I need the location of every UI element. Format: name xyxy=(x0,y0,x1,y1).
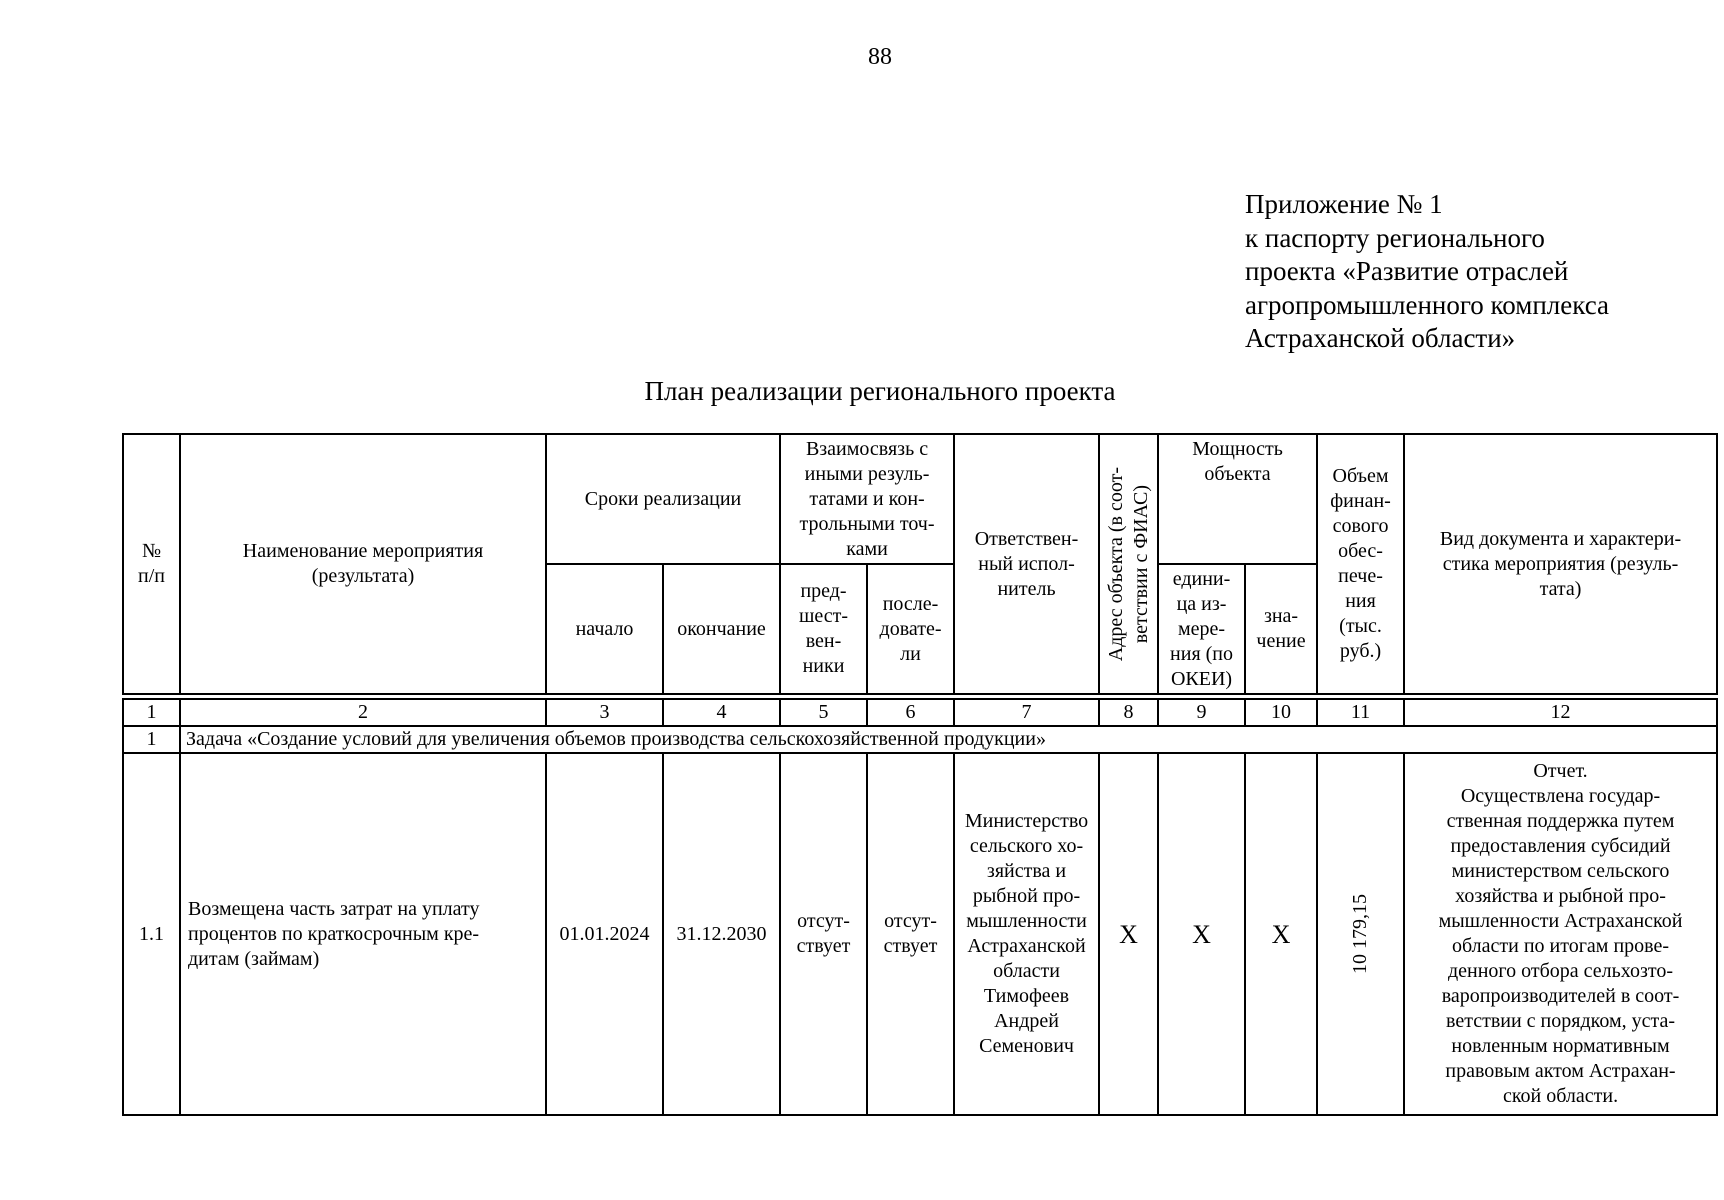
header-line: руб.) xyxy=(1339,640,1382,662)
row-successors xyxy=(867,753,954,1115)
header-line: стика мероприятия (резуль- xyxy=(1442,552,1679,575)
row-finance xyxy=(1317,753,1404,1115)
header-start: начало xyxy=(546,564,663,694)
header-name xyxy=(180,434,546,694)
header-unit xyxy=(1158,564,1245,694)
row-line: мышленности xyxy=(966,910,1087,932)
column-number: 1 xyxy=(123,699,180,726)
row-line: ветствии с порядком, уста- xyxy=(1446,1010,1675,1032)
header-line: трольными точ- xyxy=(799,512,935,535)
header-line: ники xyxy=(802,655,845,677)
header-line: Мощность xyxy=(1192,438,1283,460)
header-line: пред- xyxy=(800,580,847,602)
header-line: финан- xyxy=(1330,490,1391,512)
column-number-row xyxy=(123,699,1717,726)
row-line: дитам (займам) xyxy=(188,947,320,970)
header-line: Объем xyxy=(1332,465,1389,487)
row-end: 31.12.2030 xyxy=(663,753,780,1115)
row-line: Возмещена часть затрат на уплату xyxy=(188,897,480,920)
column-number: 6 xyxy=(867,699,954,726)
header-successors xyxy=(867,564,954,694)
column-number: 9 xyxy=(1158,699,1245,726)
header-capacity xyxy=(1158,434,1317,564)
row-line: министерством сельского xyxy=(1451,860,1670,882)
row-line: Астраханской xyxy=(967,935,1086,957)
header-line: Вид документа и характери- xyxy=(1439,527,1682,550)
row-value: X xyxy=(1245,753,1317,1115)
header-line: Взаимосвязь с xyxy=(805,437,929,460)
row-predecessors xyxy=(780,753,867,1115)
header-executor xyxy=(954,434,1099,694)
header-address xyxy=(1099,434,1158,694)
header-line: (тыс. xyxy=(1339,615,1382,637)
row-line: Осуществлена государ- xyxy=(1460,785,1661,807)
header-line: ветствии с ФИАС) xyxy=(1129,484,1152,644)
header-line: (результата) xyxy=(311,565,415,587)
appendix-line: агропромышленного комплекса xyxy=(1245,289,1609,320)
row-line: ствует xyxy=(883,935,938,957)
row-line: области по итогам прове- xyxy=(1451,935,1670,957)
column-number: 8 xyxy=(1099,699,1158,726)
appendix-line: к паспорту регионального xyxy=(1245,222,1545,253)
row-line: рыбной про- xyxy=(972,885,1081,907)
header-line: зна- xyxy=(1263,605,1299,627)
row-line: Отчет. xyxy=(1533,760,1588,782)
header-line: едини- xyxy=(1172,567,1231,590)
header-line: ОКЕИ) xyxy=(1170,667,1233,690)
row-line: предоставления субсидий xyxy=(1450,835,1671,857)
row-line: денного отбора сельхозто- xyxy=(1447,960,1674,982)
appendix-line: Астраханской области» xyxy=(1245,323,1516,353)
header-line: после- xyxy=(882,592,939,615)
table-row xyxy=(123,753,1717,1115)
row-line: области xyxy=(993,960,1060,982)
row-finance-text: 10 179,15 xyxy=(1349,894,1372,974)
header-line: объекта xyxy=(1204,463,1271,485)
header-terms: Сроки реализации xyxy=(546,434,780,564)
task-num: 1 xyxy=(123,726,180,753)
row-line: сельского хо- xyxy=(969,835,1084,857)
column-number: 5 xyxy=(780,699,867,726)
column-number: 11 xyxy=(1317,699,1404,726)
header-line: мере- xyxy=(1177,617,1226,640)
header-line: чение xyxy=(1256,630,1306,652)
row-line: варопроизводителей в соот- xyxy=(1441,985,1680,1007)
header-line: ния xyxy=(1345,590,1376,612)
row-line: зяйства и xyxy=(986,860,1067,882)
row-line: ствует xyxy=(796,935,851,957)
column-number: 2 xyxy=(180,699,546,726)
header-line: обес- xyxy=(1338,540,1383,562)
row-line: хозяйства и рыбной про- xyxy=(1455,885,1666,907)
row-line: отсут- xyxy=(884,910,937,932)
header-line: тата) xyxy=(1539,577,1582,600)
header-value xyxy=(1245,564,1317,694)
appendix-note xyxy=(1245,188,1609,356)
header-line: нитель xyxy=(997,577,1056,600)
header-finance xyxy=(1317,434,1404,694)
header-line: пече- xyxy=(1338,565,1383,587)
header-line: № xyxy=(141,540,162,562)
header-predecessors xyxy=(780,564,867,694)
page-number: 88 xyxy=(868,44,892,70)
header-end: окончание xyxy=(663,564,780,694)
row-line: ственная поддержка путем xyxy=(1446,810,1675,832)
header-num xyxy=(123,434,180,694)
task-row xyxy=(123,726,1717,753)
appendix-line: проекта «Развитие отраслей xyxy=(1245,256,1569,286)
row-line: отсут- xyxy=(797,910,850,932)
document-title: План реализации регионального проекта xyxy=(644,376,1116,406)
header-doc-type xyxy=(1404,434,1717,694)
row-doc-type xyxy=(1404,753,1717,1115)
header-line: сового xyxy=(1332,515,1389,537)
row-line: правовым актом Астрахан- xyxy=(1445,1060,1676,1082)
header-line: ный испол- xyxy=(978,552,1075,575)
column-number: 10 xyxy=(1245,699,1317,726)
appendix-line: Приложение № 1 xyxy=(1245,189,1443,219)
header-address-wrap xyxy=(1103,467,1154,661)
header-line: Наименование мероприятия xyxy=(242,540,484,562)
header-line: Ответствен- xyxy=(974,527,1079,550)
header-address-text xyxy=(1104,467,1154,661)
column-number: 12 xyxy=(1404,699,1717,726)
row-line: новленным нормативным xyxy=(1451,1035,1670,1057)
column-number: 4 xyxy=(663,699,780,726)
row-line: Семенович xyxy=(979,1035,1074,1057)
row-line: Тимофеев xyxy=(983,985,1070,1007)
header-line: ца из- xyxy=(1176,592,1227,615)
header-relation xyxy=(780,434,954,564)
row-unit: X xyxy=(1158,753,1245,1115)
row-finance-wrap xyxy=(1321,894,1400,974)
row-line: Андрей xyxy=(994,1010,1059,1032)
header-line: ли xyxy=(900,642,921,665)
row-name xyxy=(180,753,546,1115)
row-line: процентов по краткосрочным кре- xyxy=(188,922,480,945)
row-num: 1.1 xyxy=(123,753,180,1115)
header-line: ния (по xyxy=(1170,642,1233,665)
header-line: довате- xyxy=(879,617,942,640)
row-start: 01.01.2024 xyxy=(546,753,663,1115)
row-line: ской области. xyxy=(1502,1085,1619,1107)
row-address: X xyxy=(1099,753,1158,1115)
header-line: татами и кон- xyxy=(809,487,925,510)
header-line: иными резуль- xyxy=(804,462,930,485)
row-line: мышленности Астраханской xyxy=(1438,910,1683,932)
row-line: Министерство xyxy=(964,810,1089,832)
header-line: вен- xyxy=(805,630,842,652)
column-number: 3 xyxy=(546,699,663,726)
column-number: 7 xyxy=(954,699,1099,726)
row-executor xyxy=(954,753,1099,1115)
header-line: шест- xyxy=(798,605,849,627)
task-text: Задача «Создание условий для увеличения объемов производства сельскохозяйственной продукции» xyxy=(180,726,1717,753)
header-line: п/п xyxy=(138,565,165,587)
header-line: ками xyxy=(846,537,888,560)
plan-table xyxy=(122,433,1718,1116)
header-line: Адрес объекта (в соот- xyxy=(1104,466,1127,662)
